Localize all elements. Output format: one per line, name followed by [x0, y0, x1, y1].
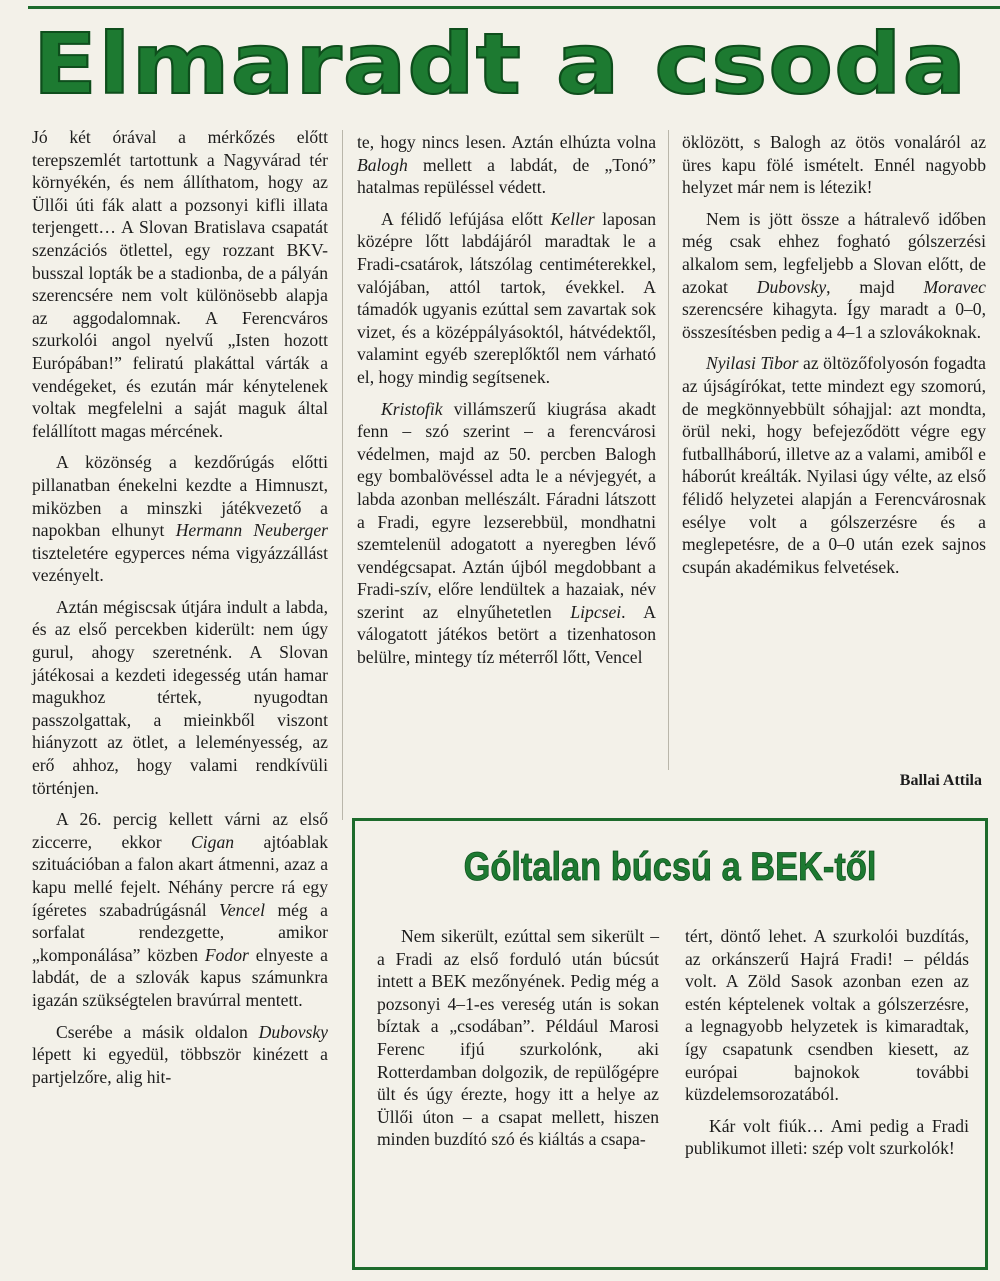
article-column-1 [32, 126, 328, 1097]
headline: Elmaradt a csoda [32, 15, 968, 113]
article-paragraph: Nyilasi Tibor az öltözőfolyosón fogadta az újságírókat, tette mindezt egy szomorú, de megkönnyebbült sóhajjal: azt mondta, örül neki, hogy befejeződött végre egy futballháború, illetve az a valami, amiből e háborút kreálták. Nyilasi úgy vélte, az első félidő helyzetei alapján a Ferencvárosnak esélye volt a gólszerzésre és a meglepetésre, de a 0–0 után ezek sajnos csupán akadémikus felvetések. [682, 353, 986, 577]
author-byline: Ballai Attila [899, 772, 982, 789]
article-paragraph: Jó két órával a mérkőzés előtt terepszemlét tartottunk a Nagyvárad tér környékén, és nem állíthatom, hogy az Üllői úti fák alatt a pozsonyi kifli illata terjengett… A Slovan Bratislava csapatát szenzációs ötlettel, egy rozzant BKV-busszal lopták be a stadionba, de a pályán szerencsére nem volt különösebb alapja az aggodalomnak. A Ferencváros szurkolói angol nyelvű „Isten hozott Európában!” feliratú plakáttal várták a vendégeket, és ezután már kénytelenek voltak megfelelni a saját maguk által felállított magas mércének. [32, 127, 328, 441]
column-divider [668, 130, 669, 770]
top-rule [28, 6, 1000, 9]
sidebar-column-2 [685, 925, 969, 1169]
sidebar-paragraph: tért, döntő lehet. A szurkolói buzdítás, az orkánszerű Hajrá Fradi! – példás volt. A Zöld Sasok azonban ezen az estén képtelenek voltak a gólszerzésre, a legnagyobb helyzetek is kimaradtak, így csapatunk csendben kiesett, az európai bajnokok további küzdelemsorozatából. [685, 926, 969, 1105]
column-divider [342, 130, 343, 820]
article-paragraph: Aztán mégiscsak útjára indult a labda, és az első percekben kiderült: nem úgy gurul, ahogy szeretnénk. A Slovan játékosai a kezdeti idegesség után hamar magukhoz tértek, nyugodtan passzolgattak, a mieinkből viszont hiányzott az ötlet, a leleményesség, az erő ahhoz, hogy valami rendkívüli történjen. [32, 596, 328, 798]
sidebar-box [352, 818, 988, 1270]
article-paragraph: Kristofik villámszerű kiugrása akadt fenn – szó szerint – a ferencvárosi védelmen, majd az 50. percben Balogh egy bombalövéssel adta le a névjegyét, a labda azonban mellészált. Fáradni látszott a Fradi, egyre lezserebbül, mondhatni szemtelenül adogatott a nyeregben lévő vendégcsapat. Aztán újból megdobbant a Fradi-szív, előre lendültek a hazaiak, név szerint az elnyűhetetlen Lipcsei. A válogatott játékos betört a tizenhatoson belülre, mintegy tíz méterről lőtt, Vencel [357, 398, 656, 668]
sidebar-title: Góltalan búcsú a BEK-től [463, 845, 877, 889]
sidebar-paragraph: Kár volt fiúk… Ami pedig a Fradi publikumot illeti: szép volt szurkolók! [685, 1115, 969, 1159]
article-paragraph: Cserébe a másik oldalon Dubovsky lépett ki egyedül, többször kinézett a partjelzőre, alig hit- [32, 1021, 328, 1087]
article-paragraph: A 26. percig kellett várni az első ziccerre, ekkor Cigan ajtóablak szituációban a falon akart átmenni, azaz a kapu mellé fejelt. Néhány percre rá egy ígéretes szabadrúgásnál Vencel még a sorfalat rendezgette, amikor „komponálása” közben Fodor elnyeste a labdát, de a szlovák kapus számunkra igazán szükségtelen bravúrral mentett. [32, 809, 328, 1010]
article-paragraph: A félidő lefújása előtt Keller laposan középre lőtt labdájáról maradtak le a Fradi-csatárok, látszólag centiméterekkel, valójában, attól tartok, évekkel. A támadók ugyanis ezúttal sem zavartak sok vizet, és a középpályásoktól, hátvédektől, valamint egyéb szereplőktől nem várható el, hogy mindig segítsenek. [357, 208, 656, 387]
article-column-2 [357, 131, 656, 678]
article-paragraph: te, hogy nincs lesen. Aztán elhúzta volna Balogh mellett a labdát, de „Tonó” hatalmas repüléssel védett. [357, 132, 656, 198]
article-paragraph: öklözött, s Balogh az ötös vonaláról az üres kapu fölé ismételt. Ennél nagyobb helyzet már nem is létezik! [682, 132, 986, 198]
article-paragraph: Nem is jött össze a hátralevő időben még csak ehhez fogható gólszerzési alkalom sem, legfeljebb a Slovan előtt, de azokat Dubovsky, majd Moravec szerencsére kihagyta. Így maradt a 0–0, összesítésben pedig a 4–1 a szlovákoknak. [682, 208, 986, 342]
sidebar-paragraph: Nem sikerült, ezúttal sem sikerült – a Fradi az első forduló után búcsút intett a BEK mezőnyének. Pedig még a pozsonyi 4–1-es vereség után is sokan bíztak a „csodában”. Például Marosi Ferenc ifjú szurkolónk, aki Rotterdamban dolgozik, de repülőgépre ült és úgy érezte, hogy itt a helye az Üllői úton – a csapat mellett, hiszen minden buzdító szó és kiáltás a csapa- [377, 926, 659, 1150]
article-paragraph: A közönség a kezdőrúgás előtti pillanatban énekelni kezdte a Himnuszt, miközben a minszki játékvezető a napokban elhunyt Hermann Neuberger tiszteletére egyperces néma vigyázzállást vezényelt. [32, 452, 328, 586]
article-column-3 [682, 131, 986, 587]
sidebar-column-1 [377, 925, 659, 1160]
